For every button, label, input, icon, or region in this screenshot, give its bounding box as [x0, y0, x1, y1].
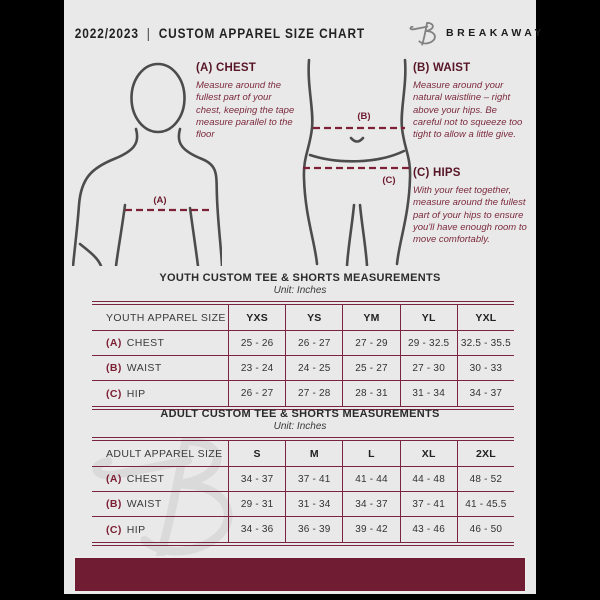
row-name: HIP — [126, 387, 146, 400]
measurement-cell: 26 - 27 — [285, 331, 342, 355]
hip-line-label: (C) — [382, 175, 396, 186]
waist-line-label: (B) — [357, 111, 371, 122]
measurement-cell: 29 - 31 — [228, 492, 285, 516]
row-label — [92, 381, 228, 406]
row-name: WAIST — [126, 498, 162, 510]
measurement-cell: 39 - 42 — [342, 517, 399, 542]
table-row-hip — [92, 517, 514, 542]
hips-instructions — [413, 167, 527, 247]
measurement-cell: 27 - 29 — [342, 331, 399, 355]
youth-size-section — [64, 272, 536, 410]
row-prefix: (A) — [106, 337, 122, 349]
table-header-row — [92, 441, 514, 467]
measurement-cell: 37 - 41 — [400, 492, 457, 516]
measurement-cell: 36 - 39 — [285, 517, 342, 542]
waist-instructions-title: (B) WAIST — [413, 62, 471, 74]
youth-size-table — [92, 301, 514, 410]
row-name: CHEST — [126, 473, 165, 485]
measurement-cell: 46 - 50 — [457, 517, 514, 542]
measurement-cell: 27 - 30 — [400, 356, 457, 380]
brand-name: BREAKAWAY — [446, 27, 545, 39]
row-name: HIP — [126, 523, 146, 536]
measurement-cell: 29 - 32.5 — [400, 331, 457, 355]
adult-size-table — [92, 437, 514, 546]
waist-instructions-text: Measure around your natural waistline – right above your hips. Be careful not to squeeze too tight to allow a little give. — [413, 80, 523, 141]
row-label — [92, 356, 228, 380]
table-row-hip — [92, 381, 514, 406]
measurement-cell: 41 - 45.5 — [457, 492, 514, 516]
measurement-cell: 41 - 44 — [342, 467, 399, 491]
measurement-cell: 31 - 34 — [285, 492, 342, 516]
measurement-cell: 48 - 52 — [457, 467, 514, 491]
measurement-cell: 25 - 27 — [342, 356, 399, 380]
left-body-outline — [304, 60, 317, 264]
breakaway-logo-icon — [407, 20, 439, 46]
navel-mark — [351, 138, 363, 142]
measurement-cell: 31 - 34 — [400, 381, 457, 406]
measurement-cell: 30 - 33 — [457, 356, 514, 380]
row-label — [92, 492, 228, 516]
table-row-waist — [92, 492, 514, 517]
size-chart-page — [64, 0, 545, 594]
size-header-cell: 2XL — [457, 441, 514, 466]
measurement-cell: 24 - 25 — [285, 356, 342, 380]
measurement-cell: 34 - 36 — [228, 517, 285, 542]
head-outline — [132, 64, 185, 132]
table-row-chest — [92, 331, 514, 356]
chest-line-label: (A) — [153, 195, 167, 206]
measurement-cell: 37 - 41 — [285, 467, 342, 491]
adult-size-section — [64, 408, 536, 546]
table-header-row — [92, 305, 514, 331]
header-year: 2022/2023 — [74, 25, 140, 41]
measurement-cell: 34 - 37 — [228, 467, 285, 491]
measurement-cell: 44 - 48 — [400, 467, 457, 491]
waist-instructions — [413, 62, 527, 142]
row-label — [92, 467, 228, 491]
size-header-cell: ADULT APPAREL SIZE — [106, 447, 223, 460]
measurement-cell: 34 - 37 — [457, 381, 514, 406]
header-title: CUSTOM APPAREL SIZE CHART — [158, 25, 366, 41]
inner-left-leg — [347, 205, 354, 266]
footer-bar — [73, 556, 527, 593]
youth-table-title: YOUTH CUSTOM TEE & SHORTS MEASUREMENTS — [159, 272, 441, 284]
waistband-curve — [310, 151, 404, 161]
row-prefix: (B) — [106, 362, 122, 374]
right-shoulder-arm — [179, 129, 222, 266]
adult-table-title: ADULT CUSTOM TEE & SHORTS MEASUREMENTS — [160, 408, 440, 420]
right-body-outline — [397, 60, 410, 264]
page-title — [75, 26, 365, 41]
chest-instructions — [196, 62, 296, 142]
size-header-cell: M — [285, 441, 342, 466]
chest-instructions-text: Measure around the fullest part of your chest, keeping the tape measure parallel to the floor — [196, 80, 295, 141]
measurement-cell: 26 - 27 — [228, 381, 285, 406]
row-prefix: (A) — [106, 473, 122, 485]
size-header-cell: YOUTH APPAREL SIZE — [106, 311, 226, 324]
row-prefix: (C) — [106, 387, 122, 400]
hips-diagram — [292, 58, 422, 266]
size-header-cell: YL — [400, 305, 457, 330]
size-header-cell: YXS — [228, 305, 285, 330]
youth-table-unit: Unit: Inches — [273, 285, 327, 296]
brand-block — [407, 20, 545, 46]
hips-instructions-text: With your feet together, measure around the fullest part of your hips to ensure you'll have enough room to move comfortably. — [413, 185, 527, 246]
measurement-cell: 43 - 46 — [400, 517, 457, 542]
side-curve — [80, 244, 101, 266]
header-separator: | — [146, 25, 151, 41]
inner-right-arm — [190, 208, 198, 266]
measurement-cell: 23 - 24 — [228, 356, 285, 380]
adult-table-unit: Unit: Inches — [273, 421, 327, 432]
size-header-cell: S — [228, 441, 285, 466]
row-name: WAIST — [126, 362, 162, 374]
measurement-cell: 25 - 26 — [228, 331, 285, 355]
size-header-cell: YXL — [457, 305, 514, 330]
chest-instructions-title: (A) CHEST — [196, 62, 256, 74]
size-header-cell: L — [342, 441, 399, 466]
size-header-cell: XL — [400, 441, 457, 466]
table-row-chest — [92, 467, 514, 492]
row-prefix: (B) — [106, 498, 122, 510]
measurement-cell: 32.5 - 35.5 — [457, 331, 514, 355]
hips-instructions-title: (C) HIPS — [413, 167, 461, 179]
size-header-cell: YS — [285, 305, 342, 330]
measurement-cell: 28 - 31 — [342, 381, 399, 406]
header — [64, 0, 545, 58]
table-row-waist — [92, 356, 514, 381]
row-prefix: (C) — [106, 523, 122, 536]
row-label — [92, 331, 228, 355]
size-header-cell: YM — [342, 305, 399, 330]
row-name: CHEST — [126, 337, 165, 349]
measurement-cell: 34 - 37 — [342, 492, 399, 516]
inner-right-leg — [360, 205, 367, 266]
row-label — [92, 517, 228, 542]
inner-left-arm — [116, 205, 125, 266]
measurement-cell: 27 - 28 — [285, 381, 342, 406]
